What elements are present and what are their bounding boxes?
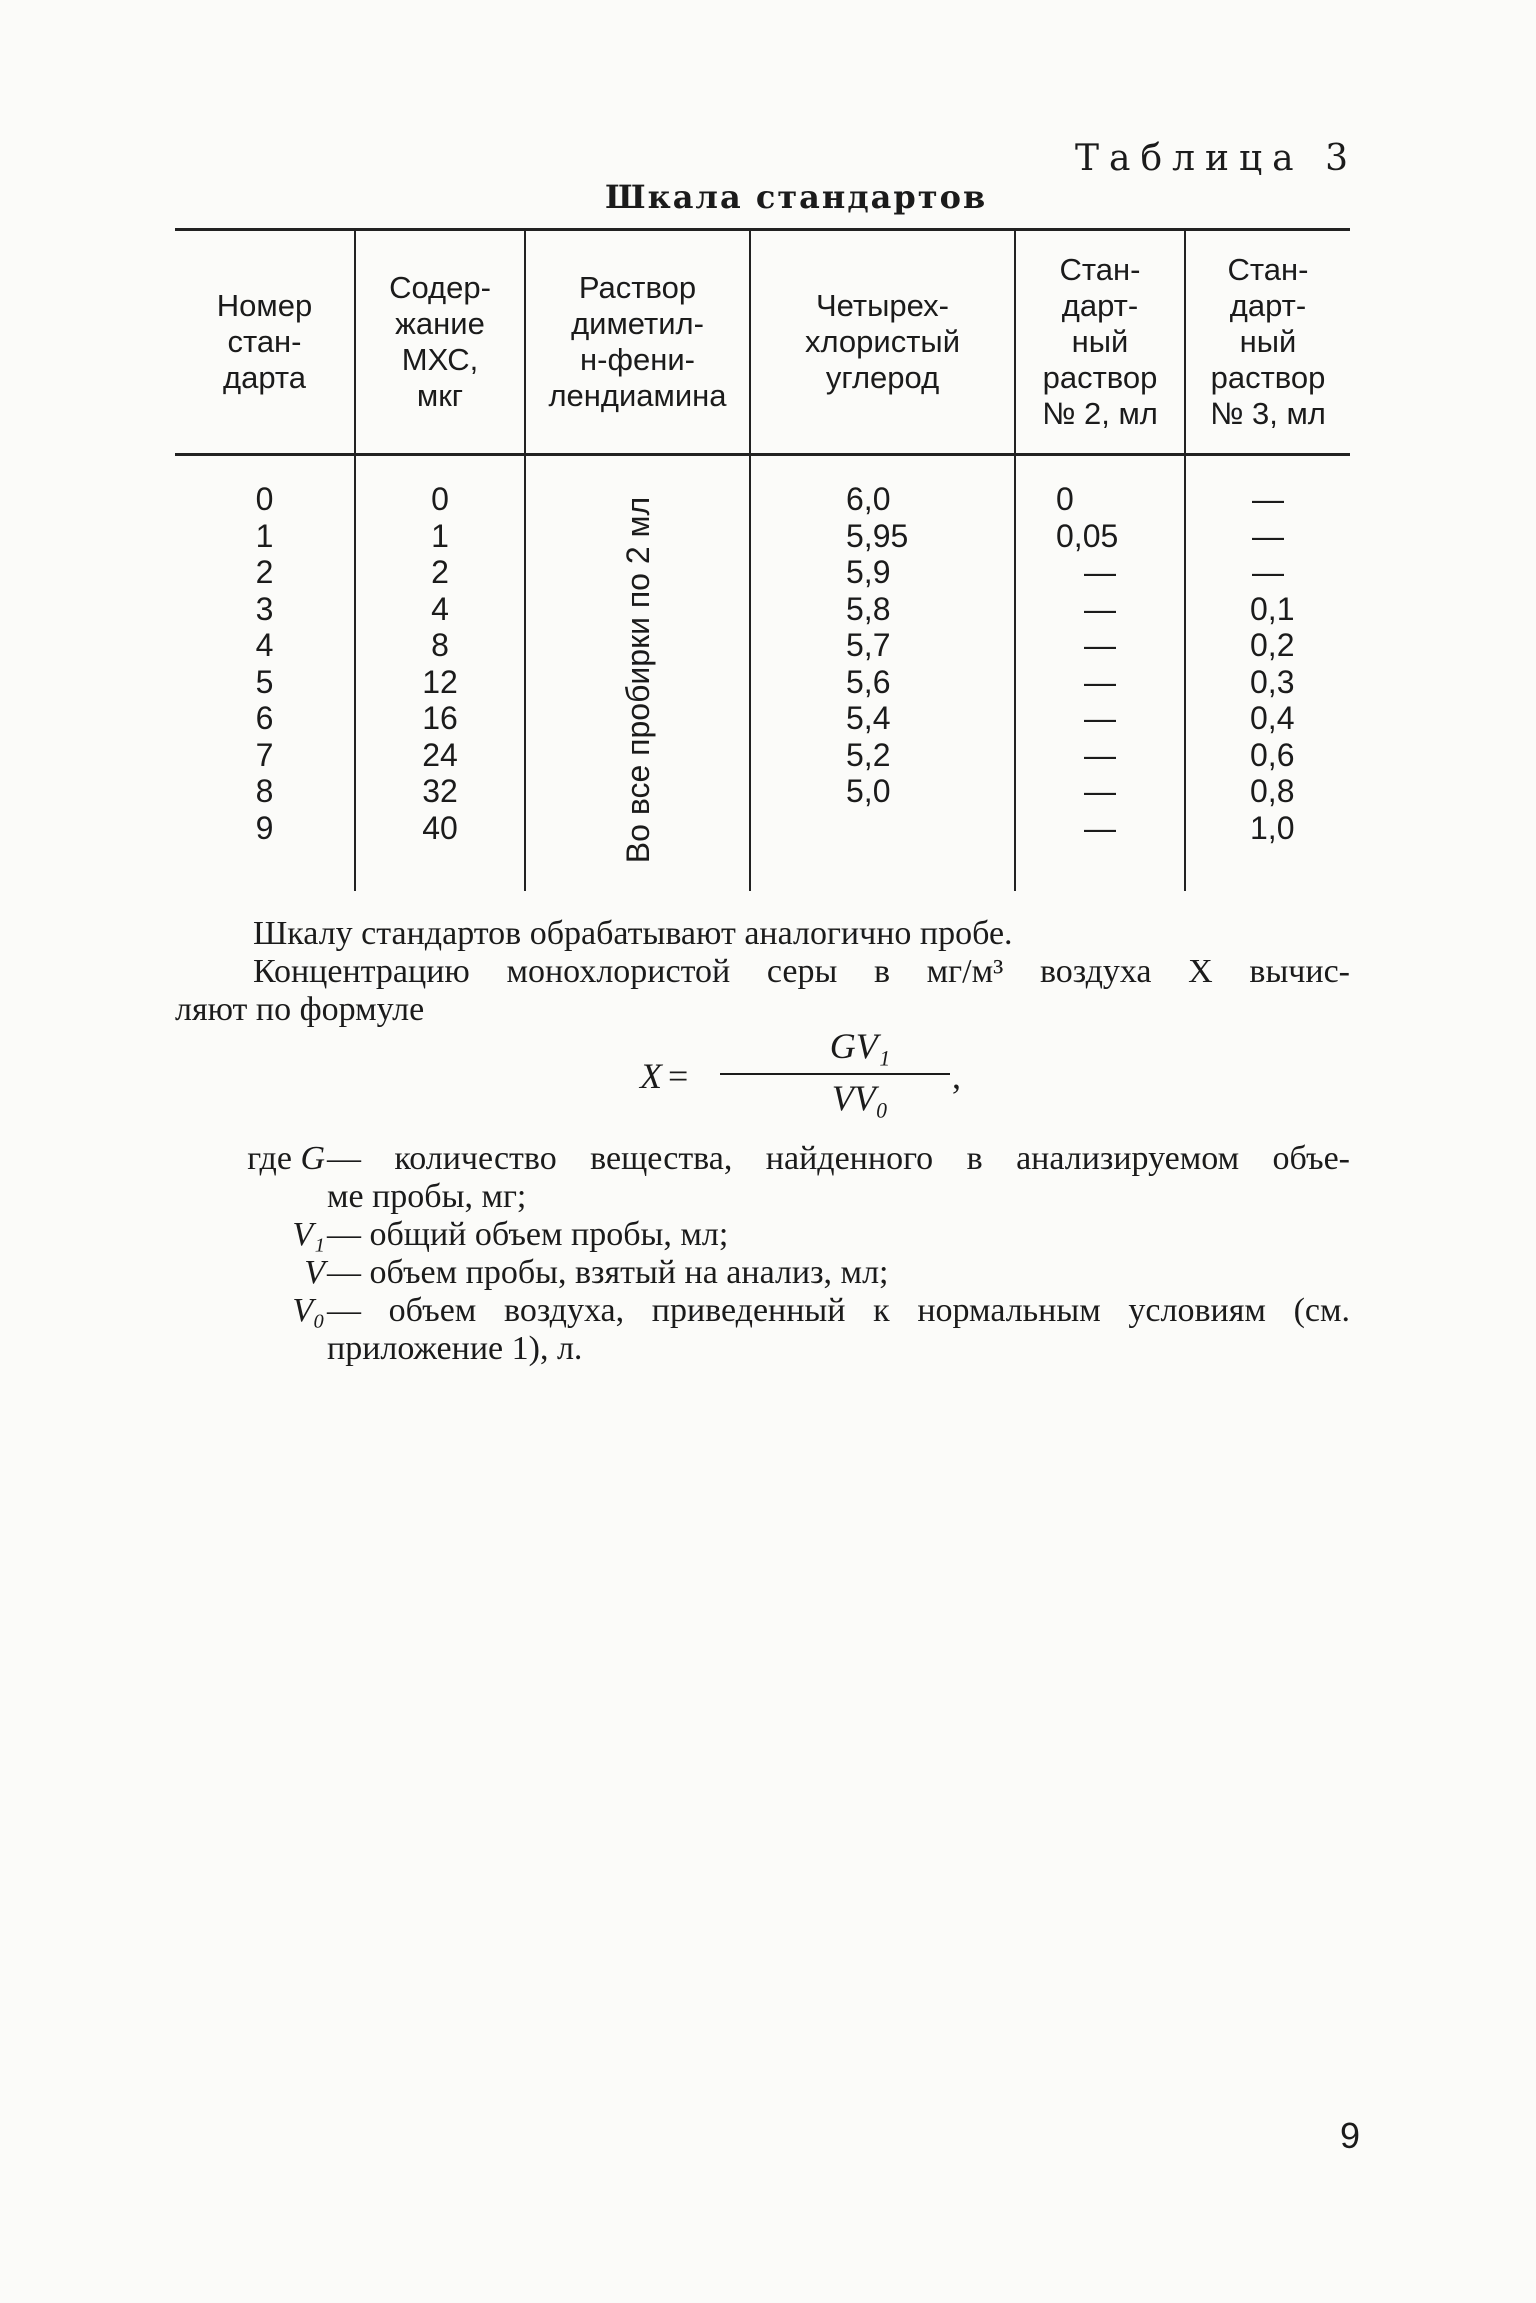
table-header-row [175,230,1350,455]
column-carbon-tetrachloride: 6,0 5,95 5,9 5,8 5,7 5,6 5,4 5,2 5,0 [750,455,1015,891]
fraction-bar [720,1073,950,1075]
definition-V0: V₀ — объем воздуха, приведенный к нормальным условиям (см. приложение 1), л. [292,1292,1350,1367]
standards-table [175,228,1350,891]
header-mxs-content: Содер- жание МХС, мкг [355,230,525,455]
table-title: Шкала стандартов [605,178,988,216]
table-body-row [175,455,1350,891]
column-mxs-content: 0 1 2 4 8 12 16 24 32 40 [355,455,525,891]
formula-lhs: X [640,1056,662,1096]
header-standard-solution-2: Стан- дарт- ный раствор № 2, мл [1015,230,1185,455]
column-reagent-solution [525,455,750,891]
formula-equals: = [668,1056,689,1096]
header-reagent-solution: Раствор диметил- н-фени- лендиамина [525,230,750,455]
formula-denominator: VV₀ [831,1078,889,1118]
paragraph-concentration: Концентрацию монохлористой серы в мг/м³ воздуха X вычис- ляют по формуле [175,953,1350,1028]
column-standard-number: 0 1 2 3 4 5 6 7 8 9 [255,481,274,846]
definition-G: где G — количество вещества, найденного в анализируемом объе- ме пробы, мг; [247,1140,1350,1215]
table-label: Таблица 3 [1075,138,1358,179]
reagent-note-vertical: Во все пробирки по 2 мл [619,496,656,864]
column-standard-solution-3: — — — 0,1 0,2 0,3 0,4 0,6 0,8 1,0 [1185,455,1350,891]
header-carbon-tetrachloride: Четырех- хлористый углерод [750,230,1015,455]
formula-numerator: GV₁ [829,1026,891,1066]
variable-definitions [175,1140,1350,1368]
header-standard-solution-3: Стан- дарт- ный раствор № 3, мл [1185,230,1350,455]
paragraph-scale-processing: Шкалу стандартов обрабатывают аналогично пробе. [253,915,1013,952]
definition-V1: V₁ — общий объем пробы, мл; [292,1216,729,1253]
page-number: 9 [1340,2115,1361,2156]
header-standard-number: Номер стан- дарта [175,230,355,455]
definition-V: V — объем пробы, взятый на анализ, мл; [304,1254,889,1291]
formula-comma: , [952,1056,961,1096]
column-standard-solution-2: 0 0,05 — — — — — — — — [1015,455,1185,891]
